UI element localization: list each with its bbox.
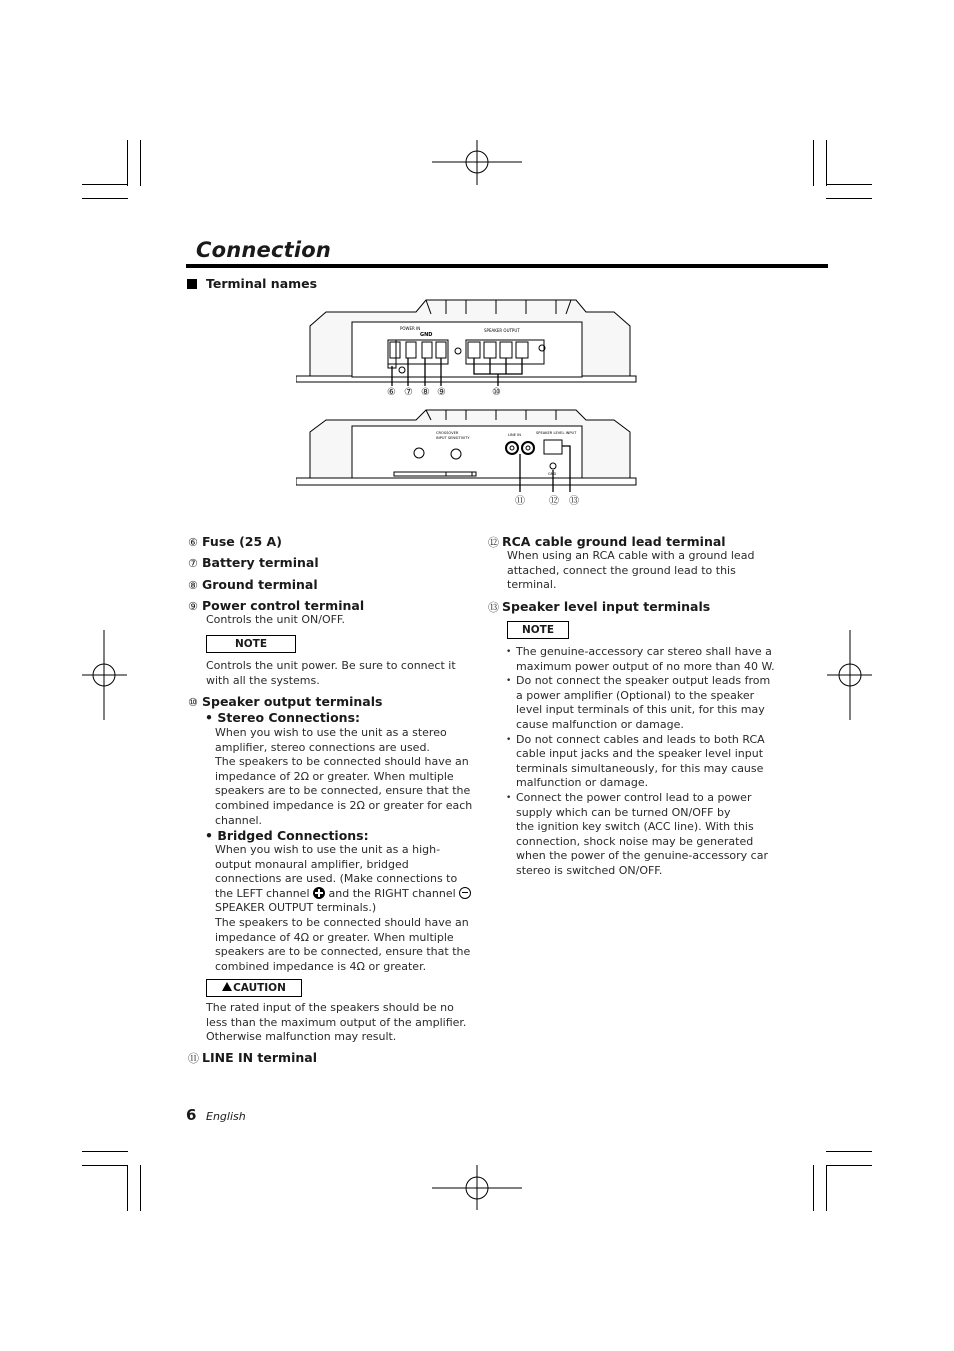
item-13-heading <box>488 599 710 615</box>
language-label: English <box>206 1110 246 1123</box>
bridged-text <box>215 843 471 974</box>
input-sensitivity-label: INPUT SENSITIVITY <box>436 436 470 440</box>
item-9-label: Power control terminal <box>202 598 365 613</box>
power-in-label: POWER IN <box>400 326 421 331</box>
note-2-label: NOTE <box>507 621 569 639</box>
stereo-line: speakers are to be connected, ensure that the <box>215 784 471 798</box>
item-7-heading <box>188 555 319 570</box>
bullet-line: stereo is switched ON/OFF. <box>516 863 663 877</box>
callout-6: ⑥ <box>387 387 396 398</box>
bullet-line: the ignition key switch (ACC line). With this <box>516 820 754 834</box>
amplifier-bottom-panel-diagram <box>296 406 638 492</box>
item-8-heading <box>188 577 318 592</box>
item-6-label: Fuse (25 A) <box>202 534 282 549</box>
bullet-line: • Do not connect the speaker output leads from <box>516 674 771 688</box>
stereo-line: The speakers to be connected should have an <box>215 755 469 769</box>
caution-line: The rated input of the speakers should be no <box>206 1001 454 1014</box>
note-2-bullet <box>506 791 775 879</box>
bridged-heading: • Bridged Connections: <box>205 828 369 843</box>
item-12-number: ⑫ <box>488 536 499 549</box>
item-9-heading <box>188 598 364 613</box>
stereo-line: When you wish to use the unit as a stereo <box>215 726 447 739</box>
stereo-line: channel. <box>215 813 263 827</box>
callout-8: ⑧ <box>421 387 430 398</box>
item-11-label: LINE IN terminal <box>202 1050 317 1065</box>
callout-12: ⑫ <box>549 496 559 507</box>
item-9-description <box>206 613 345 628</box>
bullet-line: level input terminals of this unit, for this may <box>516 703 765 717</box>
item-13-label: Speaker level input terminals <box>502 599 711 614</box>
bridged-line: output monaural amplifier, bridged <box>215 857 409 871</box>
stereo-heading: • Stereo Connections: <box>205 710 361 725</box>
section-heading-text: Terminal names <box>206 276 318 291</box>
bridged-left-channel-text: the LEFT channel <box>215 886 310 900</box>
bullet-line: • Connect the power control lead to a power <box>516 790 752 804</box>
page-number: 6 <box>186 1106 197 1124</box>
item-9-desc-line: Controls the unit ON/OFF. <box>206 613 345 626</box>
bullet-line: • Do not connect cables and leads to both RCA <box>516 732 765 746</box>
item-10-number: ⑩ <box>188 696 198 709</box>
item-7-number: ⑦ <box>188 557 198 570</box>
bullet-line: supply which can be turned ON/OFF by <box>516 805 731 819</box>
bullet-line: cause malfunction or damage. <box>516 717 684 731</box>
item-12-line: When using an RCA cable with a ground lead <box>507 549 755 562</box>
note-1-line: with all the systems. <box>206 673 320 687</box>
gnd-label: GND <box>420 332 433 338</box>
warning-triangle-icon <box>222 982 232 991</box>
callout-10: ⑩ <box>492 387 501 398</box>
note-2-bullet <box>506 674 775 732</box>
item-13-number: ⑬ <box>488 601 499 614</box>
item-12-text <box>507 549 754 593</box>
speaker-output-label: SPEAKER OUTPUT <box>484 328 520 333</box>
plus-terminal-icon <box>313 887 325 899</box>
item-6-number: ⑥ <box>188 536 198 549</box>
bridged-line: When you wish to use the unit as a high- <box>215 843 441 856</box>
caution-label-text: CAUTION <box>233 982 286 994</box>
callout-9: ⑨ <box>437 387 446 398</box>
speaker-level-input-label: SPEAKER LEVEL INPUT <box>536 431 577 435</box>
gnd-bottom-label: GND <box>548 472 557 476</box>
bridged-right-channel-text: and the RIGHT channel <box>328 886 456 900</box>
note-2-bullets <box>506 645 775 879</box>
item-12-heading <box>488 534 726 550</box>
caution-line: Otherwise malfunction may result. <box>206 1030 397 1044</box>
bridged-line: SPEAKER OUTPUT terminals.) <box>215 901 377 915</box>
item-8-number: ⑧ <box>188 579 198 592</box>
title-rule <box>186 264 828 268</box>
stereo-line: impedance of 2Ω or greater. When multiple <box>215 769 454 783</box>
item-8-label: Ground terminal <box>202 577 318 592</box>
crossover-label: CROSSOVER <box>436 431 459 435</box>
item-6-heading <box>188 534 282 549</box>
bridged-line-with-symbols <box>215 887 471 902</box>
bullet-line: maximum power output of no more than 40 W. <box>516 659 775 673</box>
stereo-text <box>215 726 472 828</box>
item-12-line: attached, connect the ground lead to this <box>507 563 736 577</box>
stereo-line: combined impedance is 2Ω or greater for each <box>215 798 473 812</box>
caution-text <box>206 1001 466 1045</box>
bullet-line: terminals simultaneously, for this may cause <box>516 761 764 775</box>
stereo-line: amplifier, stereo connections are used. <box>215 740 430 754</box>
note-1-line: Controls the unit power. Be sure to connect it <box>206 659 456 672</box>
callout-11: ⑪ <box>515 496 525 507</box>
note-2-bullet <box>506 733 775 791</box>
bullet-line: when the power of the genuine-accessory car <box>516 849 768 863</box>
item-11-number: ⑪ <box>188 1052 199 1065</box>
item-12-line: terminal. <box>507 578 557 592</box>
item-12-label: RCA cable ground lead terminal <box>502 534 726 549</box>
bridged-line: connections are used. (Make connections to <box>215 872 458 886</box>
bullet-line: malfunction or damage. <box>516 776 649 790</box>
item-9-number: ⑨ <box>188 600 198 613</box>
caution-label <box>206 979 302 997</box>
minus-terminal-icon <box>459 887 471 899</box>
bridged-line: speakers are to be connected, ensure that the <box>215 945 471 959</box>
item-7-label: Battery terminal <box>202 555 319 570</box>
note-1-label: NOTE <box>206 635 296 653</box>
bridged-line: impedance of 4Ω or greater. When multiple <box>215 930 454 944</box>
bridged-line: combined impedance is 4Ω or greater. <box>215 959 427 973</box>
bullet-line: • The genuine-accessory car stereo shall have a <box>516 645 772 658</box>
square-bullet-icon <box>187 279 197 289</box>
line-in-label: LINE IN <box>508 433 521 437</box>
note-1-text <box>206 659 456 688</box>
callout-7: ⑦ <box>404 387 413 398</box>
callout-13: ⑬ <box>569 496 579 507</box>
item-10-label: Speaker output terminals <box>202 694 383 709</box>
caution-line: less than the maximum output of the amplifier. <box>206 1015 467 1029</box>
bullet-line: a power amplifier (Optional) to the speaker <box>516 688 755 702</box>
section-heading <box>187 276 317 291</box>
note-2-bullet <box>506 645 775 674</box>
amplifier-top-panel-diagram <box>296 296 638 386</box>
item-11-heading <box>188 1050 317 1066</box>
bullet-line: connection, shock noise may be generated <box>516 834 754 848</box>
bullet-line: cable input jacks and the speaker level input <box>516 747 764 761</box>
bridged-line: The speakers to be connected should have an <box>215 915 469 929</box>
item-10-heading <box>188 694 382 709</box>
page-title: Connection <box>196 238 332 262</box>
